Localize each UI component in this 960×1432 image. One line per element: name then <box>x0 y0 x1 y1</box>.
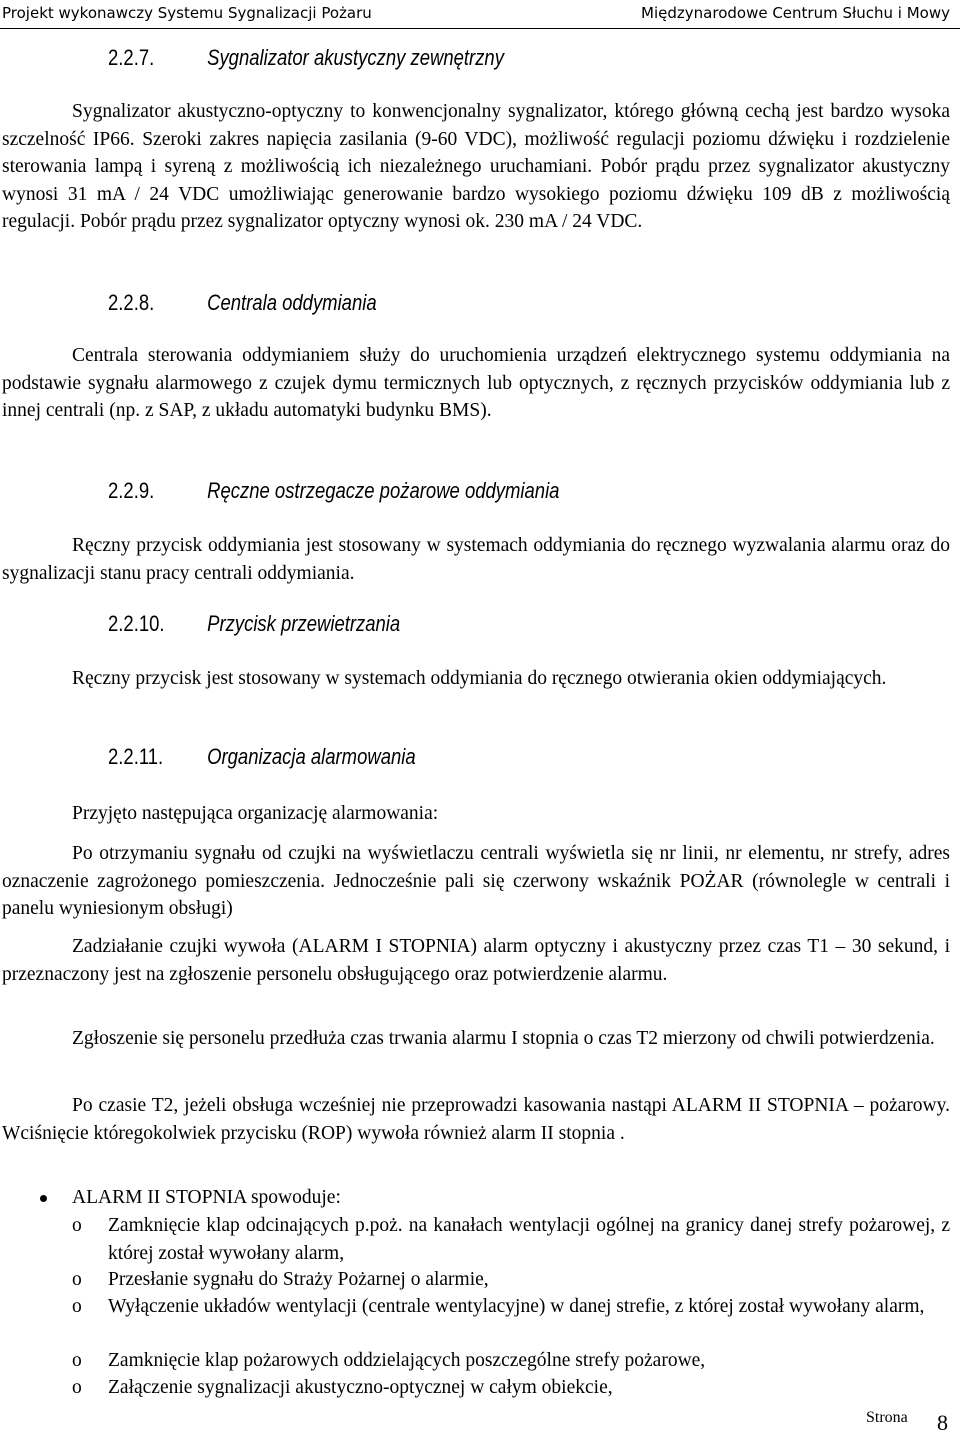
header-institution: Międzynarodowe Centrum Słuchu i Mowy <box>641 4 950 22</box>
section-title: Przycisk przewietrzania <box>207 611 401 636</box>
circle-bullet-icon: o <box>72 1269 82 1290</box>
section-number: 2.2.8. <box>108 290 155 315</box>
section-2-2-7-paragraph: Sygnalizator akustyczno-optyczny to konwencjonalny sygnalizator, którego główną cechą jest bardzo wysoka szczelność IP66. Szeroki zakres napięcia zasilania (9-60 VDC), możliwość regulacji poziomu dźwięku i rozdzielenie sterowania lampą i syreną z możliwością ich niezależnego uruchamiani. Pobór prądu przez sygnalizator akustyczny wynosi 31 mA / 24 VDC umożliwiając generowanie bardzo wysokiego poziomu dźwięku 109 dB z możliwością regulacji. Pobór prądu przez sygnalizator optyczny wynosi ok. 230 mA / 24 VDC. <box>2 101 950 232</box>
sub-list-item <box>72 1374 950 1402</box>
section-title: Organizacja alarmowania <box>207 744 416 769</box>
footer-page-number: 8 <box>937 1410 948 1432</box>
sub-list-item <box>72 1347 950 1375</box>
bullet-dot-icon <box>40 1195 47 1202</box>
sub-list-item-text: Wyłączenie układów wentylacji (centrale wentylacyjne) w danej strefie, z której został wywołany alarm, <box>108 1296 925 1317</box>
section-number: 2.2.11. <box>108 744 164 769</box>
alarm-organization-paragraph-3: Zgłoszenie się personelu przedłuża czas trwania alarmu I stopnia o czas T2 mierzony od chwili potwierdzenia. <box>72 1028 935 1049</box>
circle-bullet-icon: o <box>72 1350 82 1371</box>
alarm-organization-paragraph-2: Zadziałanie czujki wywoła (ALARM I STOPNIA) alarm optyczny i akustyczny przez czas T1 – 30 sekund, i przeznaczony jest na zgłoszenie personelu obsługującego oraz potwierdzenie alarmu. <box>2 936 950 985</box>
sub-list-item <box>72 1266 950 1294</box>
header-project-title: Projekt wykonawczy Systemu Sygnalizacji Pożaru <box>2 4 372 22</box>
section-2-2-9-paragraph: Ręczny przycisk oddymiania jest stosowany w systemach oddymiania do ręcznego wyzwalania alarmu oraz do sygnalizacji stanu pracy centrali oddymiania. <box>2 535 950 584</box>
sub-list-item-text: Zamknięcie klap pożarowych oddzielających poszczególne strefy pożarowe, <box>108 1350 706 1371</box>
section-title: Sygnalizator akustyczny zewnętrzny <box>207 45 504 70</box>
sub-list-item-text: Przesłanie sygnału do Straży Pożarnej o alarmie, <box>108 1269 489 1290</box>
section-heading-2-2-10 <box>108 611 400 637</box>
section-title: Centrala oddymiania <box>207 290 377 315</box>
alarm-organization-paragraph-1: Po otrzymaniu sygnału od czujki na wyświetlaczu centrali wyświetla się nr linii, nr elementu, nr strefy, adres oznaczenie zagrożonego pomieszczenia. Jednocześnie pali się czerwony wskaźnik POŻAR (równolegle w centrali i panelu wyniesionym obsługi) <box>2 843 950 919</box>
section-number: 2.2.7. <box>108 45 155 70</box>
circle-bullet-icon: o <box>72 1377 82 1398</box>
header-rule <box>0 28 960 29</box>
section-heading-2-2-7 <box>108 45 504 71</box>
sub-list-item-text: Załączenie sygnalizacji akustyczno-optycznej w całym obiekcie, <box>108 1377 613 1398</box>
sub-list-item-text: Zamknięcie klap odcinających p.poż. na kanałach wentylacji ogólnej na granicy danej strefy pożarowej, z której został wywołany alarm, <box>108 1215 950 1264</box>
footer-page-label: Strona <box>866 1409 908 1426</box>
sub-list-item <box>72 1293 950 1321</box>
section-number: 2.2.10. <box>108 611 165 636</box>
alarm-organization-paragraph-4: Po czasie T2, jeżeli obsługa wcześniej nie przeprowadzi kasowania nastąpi ALARM II STOPNIA – pożarowy. Wciśnięcie któregokolwiek przycisku (ROP) wywoła również alarm II stopnia . <box>2 1095 950 1144</box>
alarm-organization-intro: Przyjęto następująca organizację alarmowania: <box>72 803 439 824</box>
section-2-2-10-paragraph: Ręczny przycisk jest stosowany w systemach oddymiania do ręcznego otwierania okien oddymiających. <box>72 668 887 689</box>
page-header <box>0 0 960 30</box>
circle-bullet-icon: o <box>72 1296 82 1317</box>
sub-list-item <box>72 1212 950 1267</box>
section-title: Ręczne ostrzegacze pożarowe oddymiania <box>207 478 560 503</box>
section-number: 2.2.9. <box>108 478 155 503</box>
section-heading-2-2-9 <box>108 478 559 504</box>
circle-bullet-icon: o <box>72 1215 82 1236</box>
section-2-2-8-paragraph: Centrala sterowania oddymianiem służy do uruchomienia urządzeń elektrycznego systemu oddymiania na podstawie sygnału alarmowego z czujek dymu termicznych lub optycznych, z ręcznych przycisków oddymiania lub z innej centrali (np. z SAP, z układu automatyki budynku BMS). <box>2 345 950 421</box>
section-heading-2-2-8 <box>108 290 377 316</box>
bullet-text: ALARM II STOPNIA spowoduje: <box>72 1187 341 1208</box>
section-heading-2-2-11 <box>108 744 416 770</box>
